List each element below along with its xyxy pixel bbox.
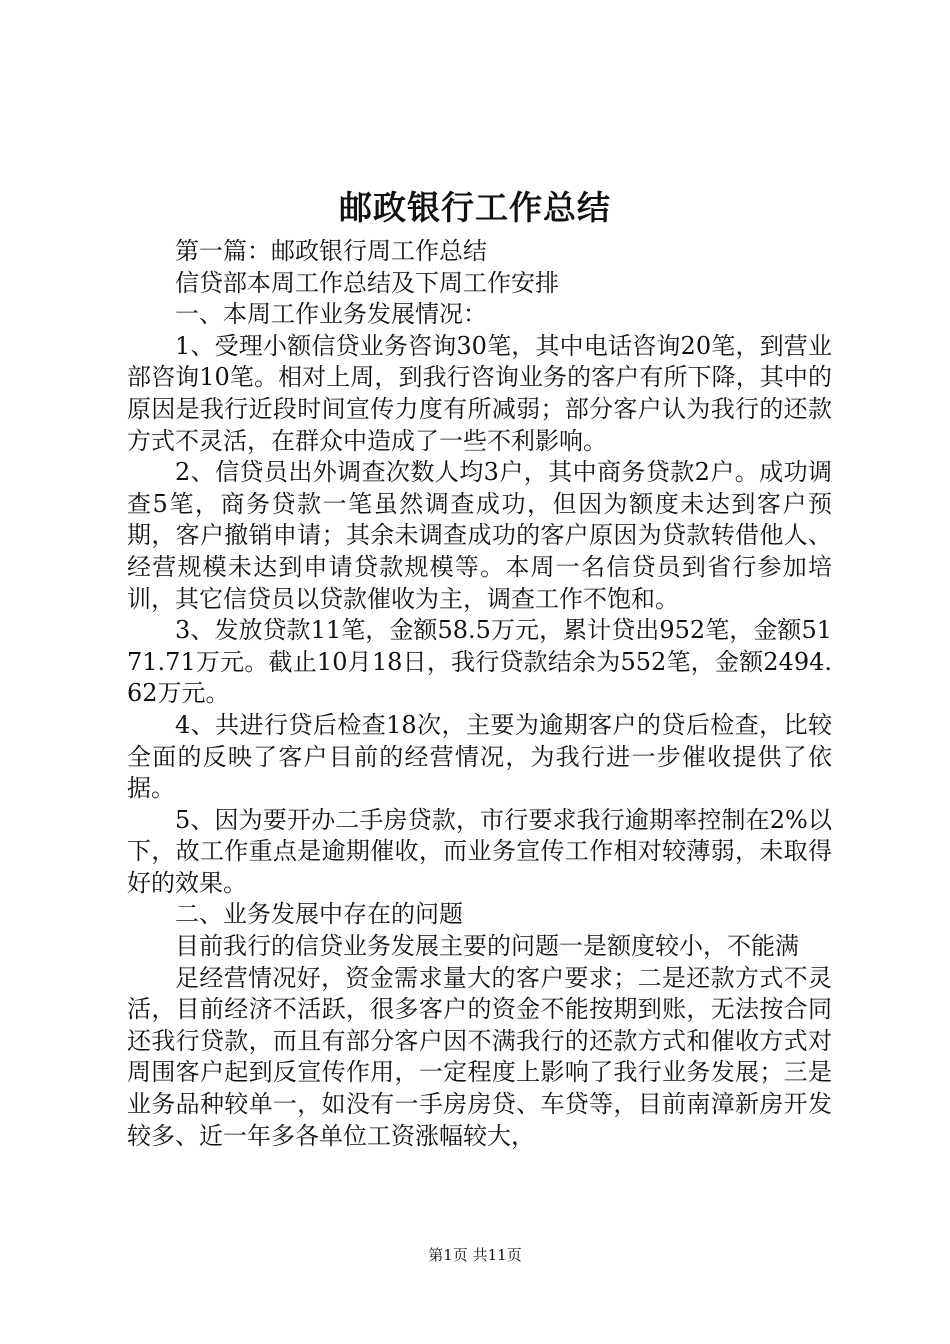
paragraph-section-heading: 第一篇：邮政银行周工作总结: [175, 237, 487, 265]
paragraph-heading-2: 二、业务发展中存在的问题: [175, 900, 463, 929]
document-body: [127, 236, 832, 1152]
document-title: 邮政银行工作总结: [339, 188, 611, 227]
paragraph-problems-intro: 目前我行的信贷业务发展主要的问题一是额度较小，不能满: [175, 932, 799, 961]
paragraph-problems-detail: 足经营情况好，资金需求量大的客户要求；二是还款方式不灵活，目前经济不活跃，很多客户的资金不能按期到账，无法按合同还我行贷款，而且有部分客户因不满我行的还款方式和催收方式对周围客户起到反宣传作用，一定程度上影响了我行业务发展；三是业务品种较单一，如没有一手房房贷、车贷等，目前南漳新房开发较多、近一年多各单位工资涨幅较大，: [127, 963, 832, 1150]
paragraph-item-3: 3、发放贷款11笔，金额58.5万元，累计贷出952笔，金额5171.71万元。截止10月18日，我行贷款结余为552笔，金额2494.62万元。: [127, 616, 832, 708]
page-number-footer: 第1页 共11页: [428, 1246, 522, 1264]
paragraph-item-1: 1、受理小额信贷业务咨询30笔，其中电话咨询20笔，到营业部咨询10笔。相对上周，到我行咨询业务的客户有所下降，其中的原因是我行近段时间宣传力度有所减弱；部分客户认为我行的还款方式不灵活，在群众中造成了一些不利影响。: [127, 331, 832, 455]
paragraph-subtitle: 信贷部本周工作总结及下周工作安排: [175, 268, 559, 297]
paragraph-heading-1: 一、本周工作业务发展情况：: [175, 300, 487, 329]
paragraph-item-4: 4、共进行贷后检查18次，主要为逾期客户的贷后检查，比较全面的反映了客户目前的经营情况，为我行进一步催收提供了依据。: [127, 710, 832, 803]
paragraph-item-5: 5、因为要开办二手房贷款，市行要求我行逾期率控制在2%以下，故工作重点是逾期催收，而业务宣传工作相对较薄弱，未取得好的效果。: [127, 805, 832, 897]
paragraph-item-2: 2、信贷员出外调查次数人均3户，其中商务贷款2户。成功调查5笔，商务贷款一笔虽然调查成功，但因为额度未达到客户预期，客户撤销申请；其余未调查成功的客户原因为贷款转借他人、经营规模未达到申请贷款规模等。本周一名信贷员到省行参加培训，其它信贷员以贷款催收为主，调查工作不饱和。: [127, 458, 832, 613]
